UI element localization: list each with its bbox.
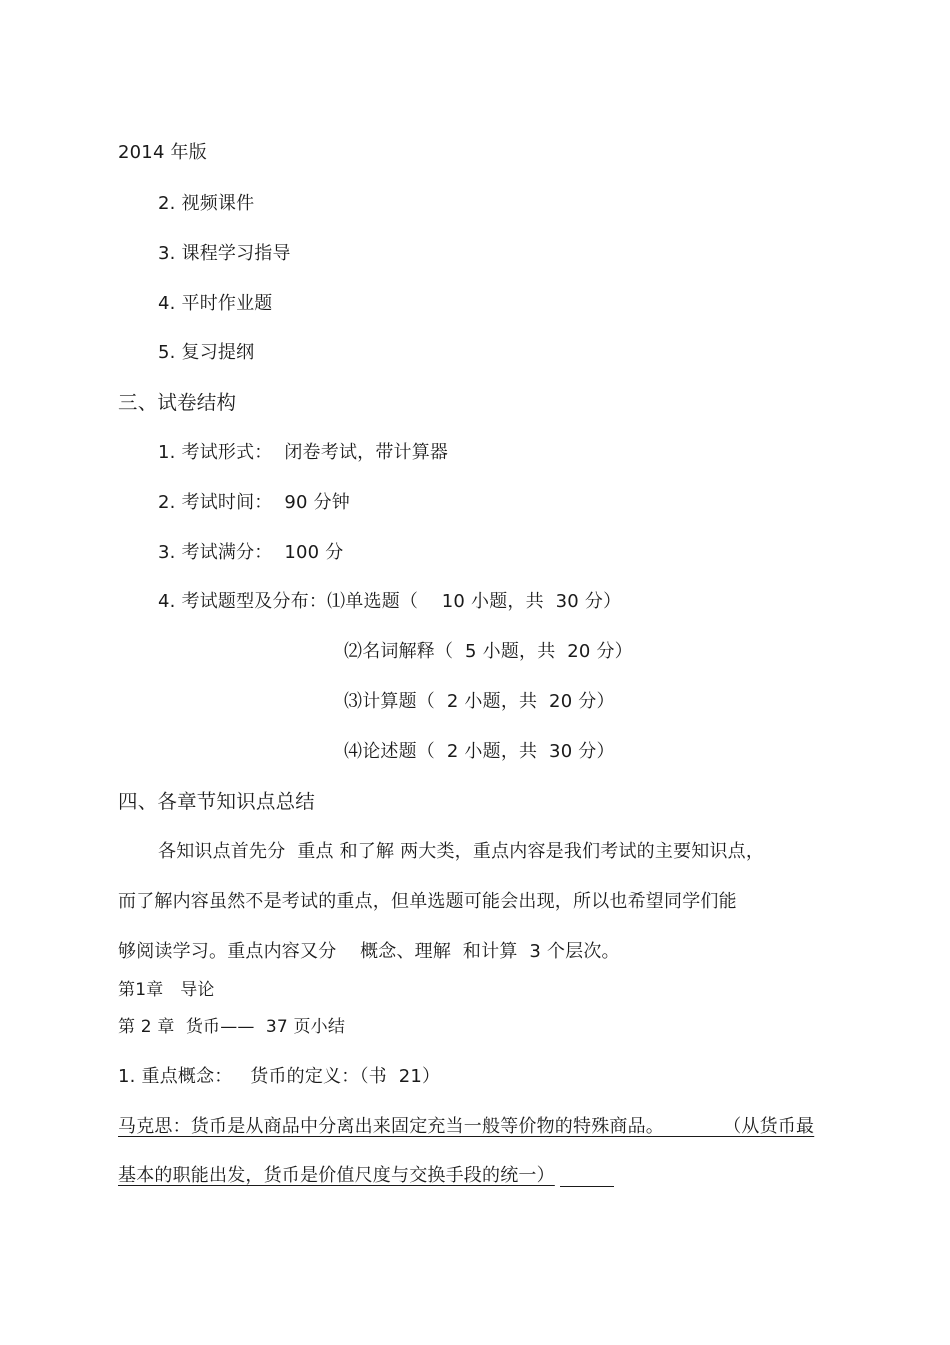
underline-trail: [560, 1186, 614, 1187]
section3-heading: 三、试卷结构: [118, 391, 237, 414]
chapter1-title: 第1章 导论: [118, 980, 215, 1000]
money-definition-line1: 马克思：货币是从商品中分离出来固定充当一般等价物的特殊商品。 （从货币最: [118, 1116, 815, 1137]
distribution-terms: ⑵名词解释（ 5 小题，共 20 分）: [344, 641, 633, 662]
material-item-outline: 5. 复习提纲: [158, 342, 255, 363]
key-concept-label: 1. 重点概念： 货币的定义：（书 21）: [118, 1066, 441, 1087]
edition-label: 2014 年版: [118, 142, 207, 163]
exam-full-score: 3. 考试满分： 100 分: [158, 542, 344, 563]
section4-para-line3: 够阅读学习。重点内容又分 概念、理解 和计算 3 个层次。: [118, 941, 620, 962]
material-item-video: 2. 视频课件: [158, 193, 255, 214]
chapter2-title: 第 2 章 货币—— 37 页小结: [118, 1017, 346, 1037]
section4-heading: 四、各章节知识点总结: [118, 790, 316, 813]
material-item-guide: 3. 课程学习指导: [158, 243, 291, 264]
section4-para-line1: 各知识点首先分 重点 和了解 两大类，重点内容是我们考试的主要知识点，: [158, 841, 765, 862]
money-definition-line2: 基本的职能出发，货币是价值尺度与交换手段的统一）: [118, 1165, 555, 1186]
exam-time: 2. 考试时间： 90 分钟: [158, 492, 350, 513]
distribution-calc: ⑶计算题（ 2 小题，共 20 分）: [344, 691, 615, 712]
exam-question-types: 4. 考试题型及分布：⑴单选题（ 10 小题，共 30 分）: [158, 591, 622, 612]
exam-format: 1. 考试形式： 闭卷考试，带计算器: [158, 442, 449, 463]
distribution-essay: ⑷论述题（ 2 小题，共 30 分）: [344, 741, 615, 762]
material-item-homework: 4. 平时作业题: [158, 293, 273, 314]
section4-para-line2: 而了解内容虽然不是考试的重点，但单选题可能会出现，所以也希望同学们能: [118, 891, 737, 912]
